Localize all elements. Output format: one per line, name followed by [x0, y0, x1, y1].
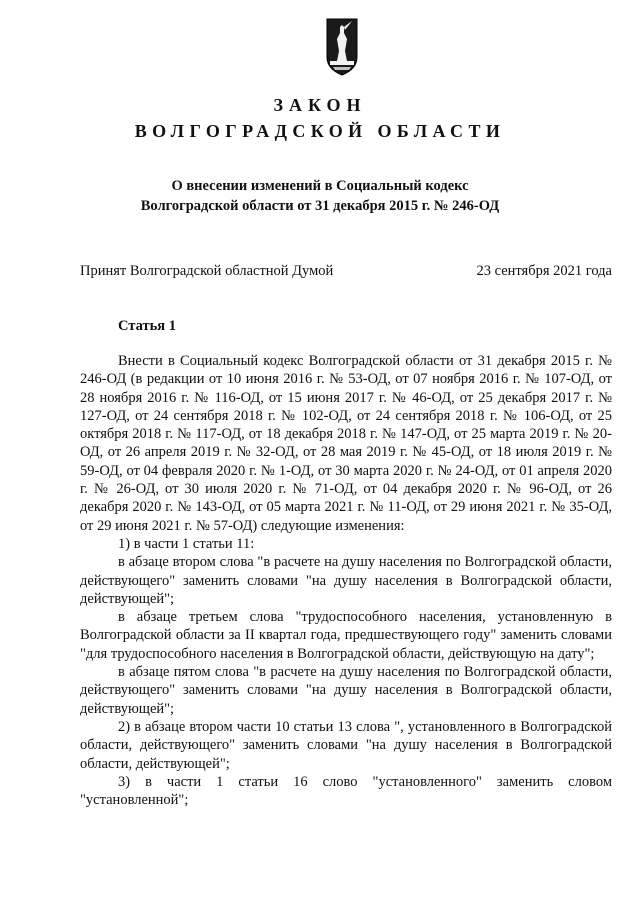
article-paragraph: в абзаце третьем слова "трудоспособного населения, установленную в Волгоградской области за II квартал года, предшествующего году" заменить словами "для трудоспособного населения в Волгоградской области, действующую на дату";: [80, 609, 612, 662]
article-paragraph: 1) в части 1 статьи 11:: [118, 535, 255, 552]
region-title: ВОЛГОГРАДСКОЙ ОБЛАСТИ: [134, 121, 506, 141]
coat-of-arms-icon: [325, 17, 359, 77]
subject-line-2: Волгоградской области от 31 декабря 2015 г. № 246-ОД: [140, 198, 500, 214]
subject-line-1: О внесении изменений в Социальный кодекс: [171, 178, 469, 194]
article-paragraph: в абзаце пятом слова "в расчете на душу населения по Волгоградской области, действующего" заменить словами "на душу населения в Волгоградской области, действующей";: [80, 664, 612, 717]
article-heading: Статья 1: [118, 318, 176, 334]
adoption-date: 23 сентября 2021 года: [476, 263, 612, 279]
article-paragraph: 3) в части 1 статьи 16 слово "установленного" заменить словом "установленной";: [80, 773, 612, 809]
law-subject: [0, 176, 640, 216]
article-paragraph: 2) в абзаце втором части 10 статьи 13 слова ", установленного в Волгоградской области, действующего" заменить словами "на душу населения в Волгоградской области, действующей";: [80, 718, 612, 772]
article-body: [80, 352, 612, 809]
law-title: ЗАКОН: [273, 95, 367, 115]
article-paragraph: Внести в Социальный кодекс Волгоградской области от 31 декабря 2015 г. № 246-ОД (в редакции от 10 июня 2016 г. № 53-ОД, от 07 ноября 2016 г. № 107-ОД, от 28 ноября 2016 г. № 116-ОД, от 15 июня 2017 г. № 46-ОД, от 25 декабря 2017 г. № 127-ОД, от 24 сентября 2018 г. № 102-ОД, от 24 сентября 2018 г. № 106-ОД, от 25 октября 2018 г. № 117-ОД, от 18 декабря 2018 г. № 147-ОД, от 25 марта 2019 г. № 20-ОД, от 26 апреля 2019 г. № 32-ОД, от 28 мая 2019 г. № 45-ОД, от 18 июля 2019 г. № 59-ОД, от 04 февраля 2020 г. № 1-ОД, от 30 марта 2020 г. № 24-ОД, от 01 апреля 2020 г. № 26-ОД, от 30 июля 2020 г. № 71-ОД, от 04 декабря 2020 г. № 96-ОД, от 26 декабря 2020 г. № 143-ОД, от 05 марта 2021 г. № 11-ОД, от 29 июня 2021 г. № 35-ОД, от 29 июня 2021 г. № 57-ОД) следующие изменения:: [80, 353, 612, 534]
article-paragraph: в абзаце втором слова "в расчете на душу населения по Волгоградской области, действующего" заменить словами "на душу населения в Волгоградской области, действующей";: [80, 554, 612, 607]
adopted-by: Принят Волгоградской областной Думой: [80, 263, 334, 279]
